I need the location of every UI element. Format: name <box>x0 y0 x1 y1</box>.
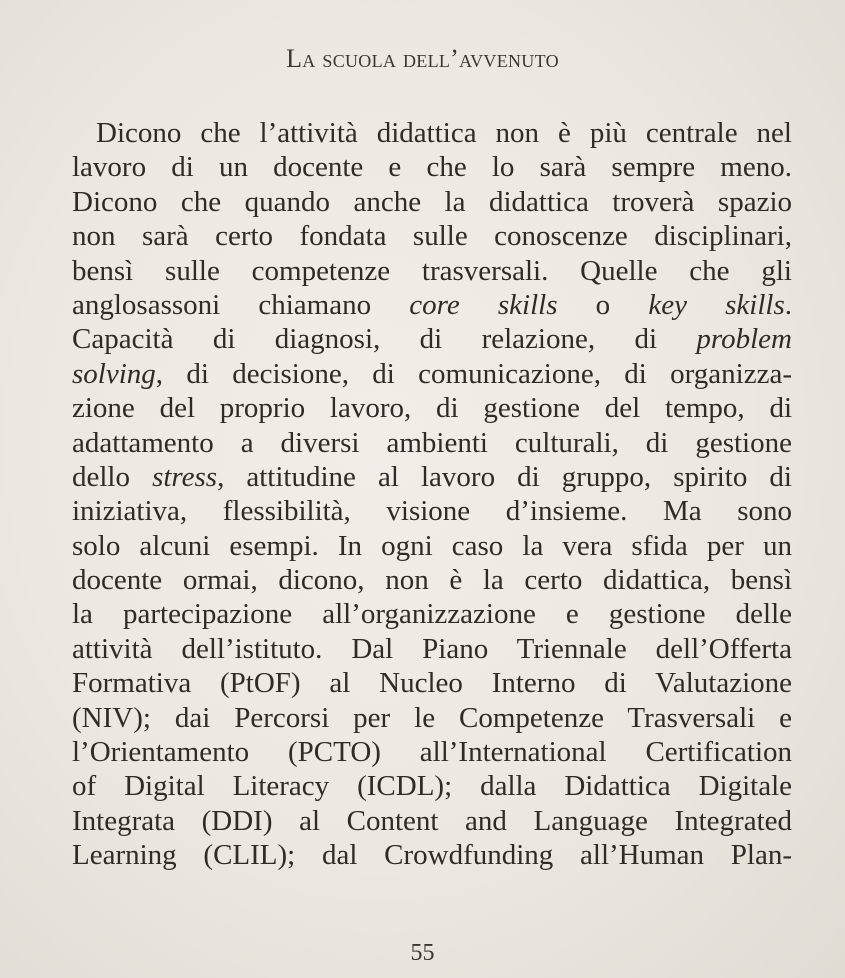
text-line <box>72 804 792 838</box>
text-line <box>72 701 792 735</box>
text-span: anglosassoni chiamano <box>72 288 410 321</box>
italic-term: core skills <box>409 288 558 321</box>
text-line <box>72 288 792 322</box>
text-span: (NIV); dai Percorsi per le Competenze Trasversali e <box>72 701 792 734</box>
italic-term: key skills <box>648 288 785 321</box>
text-line <box>72 494 792 528</box>
text-line <box>72 391 792 425</box>
text-line <box>72 185 792 219</box>
text-span: Dicono che quando anche la didattica troverà spazio <box>72 185 792 218</box>
text-span: dello <box>72 460 153 493</box>
text-line <box>72 357 792 391</box>
text-span: l’Orientamento (PCTO) all’International Certification <box>72 736 792 769</box>
text-line <box>72 632 792 666</box>
text-span: solo alcuni esempi. In ogni caso la vera sfida per un <box>72 529 792 562</box>
text-span: adattamento a diversi ambienti culturali, di gestione <box>72 426 792 459</box>
text-line <box>72 769 792 803</box>
text-line <box>72 735 792 769</box>
text-span: zione del proprio lavoro, di gestione del tempo, di <box>72 392 792 425</box>
text-line <box>72 529 792 563</box>
body-paragraph <box>72 116 792 873</box>
text-line <box>72 322 792 356</box>
page-number: 55 <box>410 940 435 966</box>
text-line <box>72 597 792 631</box>
text-span: , attitudine al lavoro di gruppo, spirito di <box>217 460 792 493</box>
text-span: . <box>784 288 792 321</box>
text-span: docente ormai, dicono, non è la certo didattica, bensì <box>72 564 792 597</box>
text-span: attività dell’istituto. Dal Piano Triennale dell’Offerta <box>72 632 792 665</box>
italic-term: problem <box>696 323 792 356</box>
text-line <box>72 219 792 253</box>
text-span: non sarà certo fondata sulle conoscenze disciplinari, <box>72 220 792 253</box>
text-span: , di decisione, di comunicazione, di organizza- <box>155 357 792 390</box>
text-span: Integrata (DDI) al Content and Language Integrated <box>72 804 792 837</box>
italic-term: solving <box>72 357 156 390</box>
text-span: iniziativa, flessibilità, visione d’insieme. Ma sono <box>72 495 792 528</box>
text-span: bensì sulle competenze trasversali. Quelle che gli <box>72 254 792 287</box>
text-span: la partecipazione all’organizzazione e gestione delle <box>72 598 792 631</box>
text-span: Formativa (PtOF) al Nucleo Interno di Valutazione <box>72 667 792 700</box>
text-line <box>72 116 792 150</box>
text-span: Learning (CLIL); dal Crowdfunding all’Human Plan- <box>72 839 792 872</box>
italic-term: stress <box>152 460 218 493</box>
text-line <box>72 666 792 700</box>
text-line <box>72 460 792 494</box>
text-span: Dicono che l’attività didattica non è più centrale nel <box>96 117 792 149</box>
text-span: lavoro di un docente e che lo sarà sempre meno. <box>72 151 792 184</box>
text-line <box>72 563 792 597</box>
text-span: of Digital Literacy (ICDL); dalla Didattica Digitale <box>72 770 792 803</box>
text-line <box>72 838 792 872</box>
text-line <box>72 150 792 184</box>
text-line <box>72 254 792 288</box>
running-head: La scuola dell’avvenuto <box>286 44 559 73</box>
text-span: o <box>557 288 649 321</box>
text-line <box>72 426 792 460</box>
text-span: Capacità di diagnosi, di relazione, di <box>72 323 697 356</box>
